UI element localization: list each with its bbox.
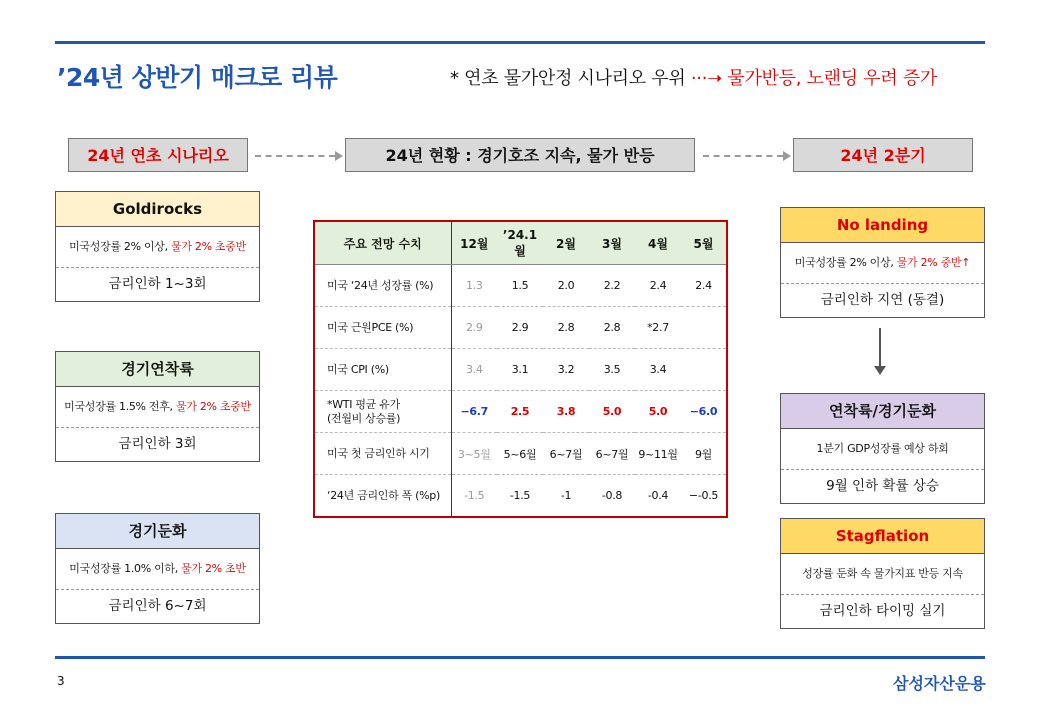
card-title: Goldirocks	[56, 192, 259, 227]
card-result: 금리인하 6~7회	[108, 598, 207, 614]
table-cell: 2.2	[589, 265, 635, 307]
table-cell: 2.4	[635, 265, 681, 307]
table-header: 주요 전망 수치	[314, 221, 451, 265]
card-desc: 미국성장률 2% 이상, 물가 2% 중반↑	[781, 243, 984, 284]
scenario-card-slowdown	[55, 513, 260, 624]
table-cell: −6.7	[451, 391, 497, 433]
scenario-card-stagflation	[780, 518, 985, 629]
card-result: 금리인하 1~3회	[108, 276, 207, 292]
card-result: 금리인하 지연 (동결)	[820, 292, 945, 308]
dotted-arrow-icon: ···➝	[690, 68, 722, 89]
card-desc: 미국성장률 1.5% 전후, 물가 2% 초중반	[56, 387, 259, 428]
table-cell: 3.1	[497, 349, 543, 391]
table-cell: 6~7월	[589, 433, 635, 475]
flow-middle-box: 24년 현황 : 경기호조 지속, 물가 반등	[345, 138, 695, 172]
forecast-table	[313, 220, 728, 518]
table-cell: 1.3	[451, 265, 497, 307]
table-cell: 3~5월	[451, 433, 497, 475]
flow-arrow-1	[255, 155, 335, 157]
top-rule	[55, 41, 985, 44]
table-cell: -0.4	[647, 489, 669, 502]
row-label: 미국 첫 금리인하 시기	[314, 433, 451, 475]
table-cell: 3.4	[451, 349, 497, 391]
card-title: Stagflation	[781, 519, 984, 554]
subtitle-highlight: 물가반등, 노랜딩 우려 증가	[727, 68, 938, 89]
flow-start-box: 24년 연초 시나리오	[68, 138, 248, 172]
scenario-card-soft-landing	[55, 351, 260, 462]
arrow-down-icon	[874, 366, 886, 375]
card-title: 경기둔화	[56, 514, 259, 549]
card-result: 9월 인하 확률 상승	[826, 478, 939, 494]
table-row	[314, 307, 727, 349]
table-cell: 9~11월	[635, 433, 681, 475]
row-label: ‘24년 금리인하 폭 (%p)	[314, 475, 451, 518]
table-cell: -1	[560, 489, 572, 502]
row-label: 미국 ‘24년 성장률 (%)	[314, 265, 451, 307]
table-cell: 2.8	[589, 307, 635, 349]
table-cell: −6.0	[681, 391, 727, 433]
row-label: 미국 CPI (%)	[314, 349, 451, 391]
subtitle-prefix: * 연초 물가안정 시나리오 우위	[450, 68, 686, 89]
table-header: 12월	[451, 221, 497, 265]
scenario-card-goldirocks	[55, 191, 260, 302]
card-title: 경기연착륙	[56, 352, 259, 387]
table-header: 4월	[635, 221, 681, 265]
brand-logo: 삼성자산운용	[893, 674, 986, 693]
table-header: 3월	[589, 221, 635, 265]
scenario-card-no-landing	[780, 207, 985, 318]
table-cell	[681, 307, 727, 349]
card-desc: 미국성장률 2% 이상, 물가 2% 초중반	[56, 227, 259, 268]
card-desc: 1분기 GDP성장률 예상 하회	[781, 429, 984, 470]
table-cell: −-0.5	[688, 489, 719, 502]
table-cell: 2.0	[543, 265, 589, 307]
table-cell: 2.9	[497, 307, 543, 349]
row-label: *WTI 평균 유가 (전월비 상승률)	[314, 391, 451, 433]
table-cell: 3.5	[589, 349, 635, 391]
row-label: 미국 근원PCE (%)	[314, 307, 451, 349]
card-title: No landing	[781, 208, 984, 243]
table-cell: 3.4	[635, 349, 681, 391]
table-cell: -1.5	[464, 489, 485, 502]
table-cell: 2.9	[451, 307, 497, 349]
down-arrow-line	[879, 328, 881, 366]
card-title: 연착륙/경기둔화	[781, 394, 984, 429]
table-cell: -0.8	[601, 489, 623, 502]
table-row	[314, 391, 727, 433]
table-cell: 3.8	[543, 391, 589, 433]
scenario-card-soft-slowdown	[780, 393, 985, 504]
table-cell: 2.8	[543, 307, 589, 349]
table-row	[314, 265, 727, 307]
table-header: ’24.1월	[497, 221, 543, 265]
table-cell: *2.7	[635, 307, 681, 349]
table-cell: 2.4	[681, 265, 727, 307]
table-header: 2월	[543, 221, 589, 265]
flow-arrow-2	[703, 155, 783, 157]
table-cell: 2.5	[497, 391, 543, 433]
arrow-right-icon	[335, 151, 343, 161]
table-cell: 5.0	[635, 391, 681, 433]
card-result: 금리인하 타이밍 실기	[819, 603, 946, 619]
page-subtitle	[450, 64, 937, 90]
table-cell: 9월	[681, 433, 727, 475]
table-row	[314, 349, 727, 391]
bottom-rule	[55, 656, 985, 659]
table-cell: 3.2	[543, 349, 589, 391]
table-cell: 5.0	[589, 391, 635, 433]
table-cell: 1.5	[497, 265, 543, 307]
page-number: 3	[57, 674, 65, 688]
page-title: ’24년 상반기 매크로 리뷰	[57, 63, 338, 92]
arrow-right-icon	[783, 151, 791, 161]
table-cell: 6~7월	[543, 433, 589, 475]
card-result: 금리인하 3회	[118, 436, 197, 452]
table-cell: -1.5	[509, 489, 531, 502]
table-row	[314, 433, 727, 475]
table-cell: 5~6월	[497, 433, 543, 475]
table-row	[314, 475, 727, 518]
table-header: 5월	[681, 221, 727, 265]
card-desc: 미국성장률 1.0% 이하, 물가 2% 초반	[56, 549, 259, 590]
flow-end-box: 24년 2분기	[793, 138, 973, 172]
table-header-row	[314, 221, 727, 265]
table-cell	[681, 349, 727, 391]
card-desc: 성장률 둔화 속 물가지표 반등 지속	[781, 554, 984, 595]
